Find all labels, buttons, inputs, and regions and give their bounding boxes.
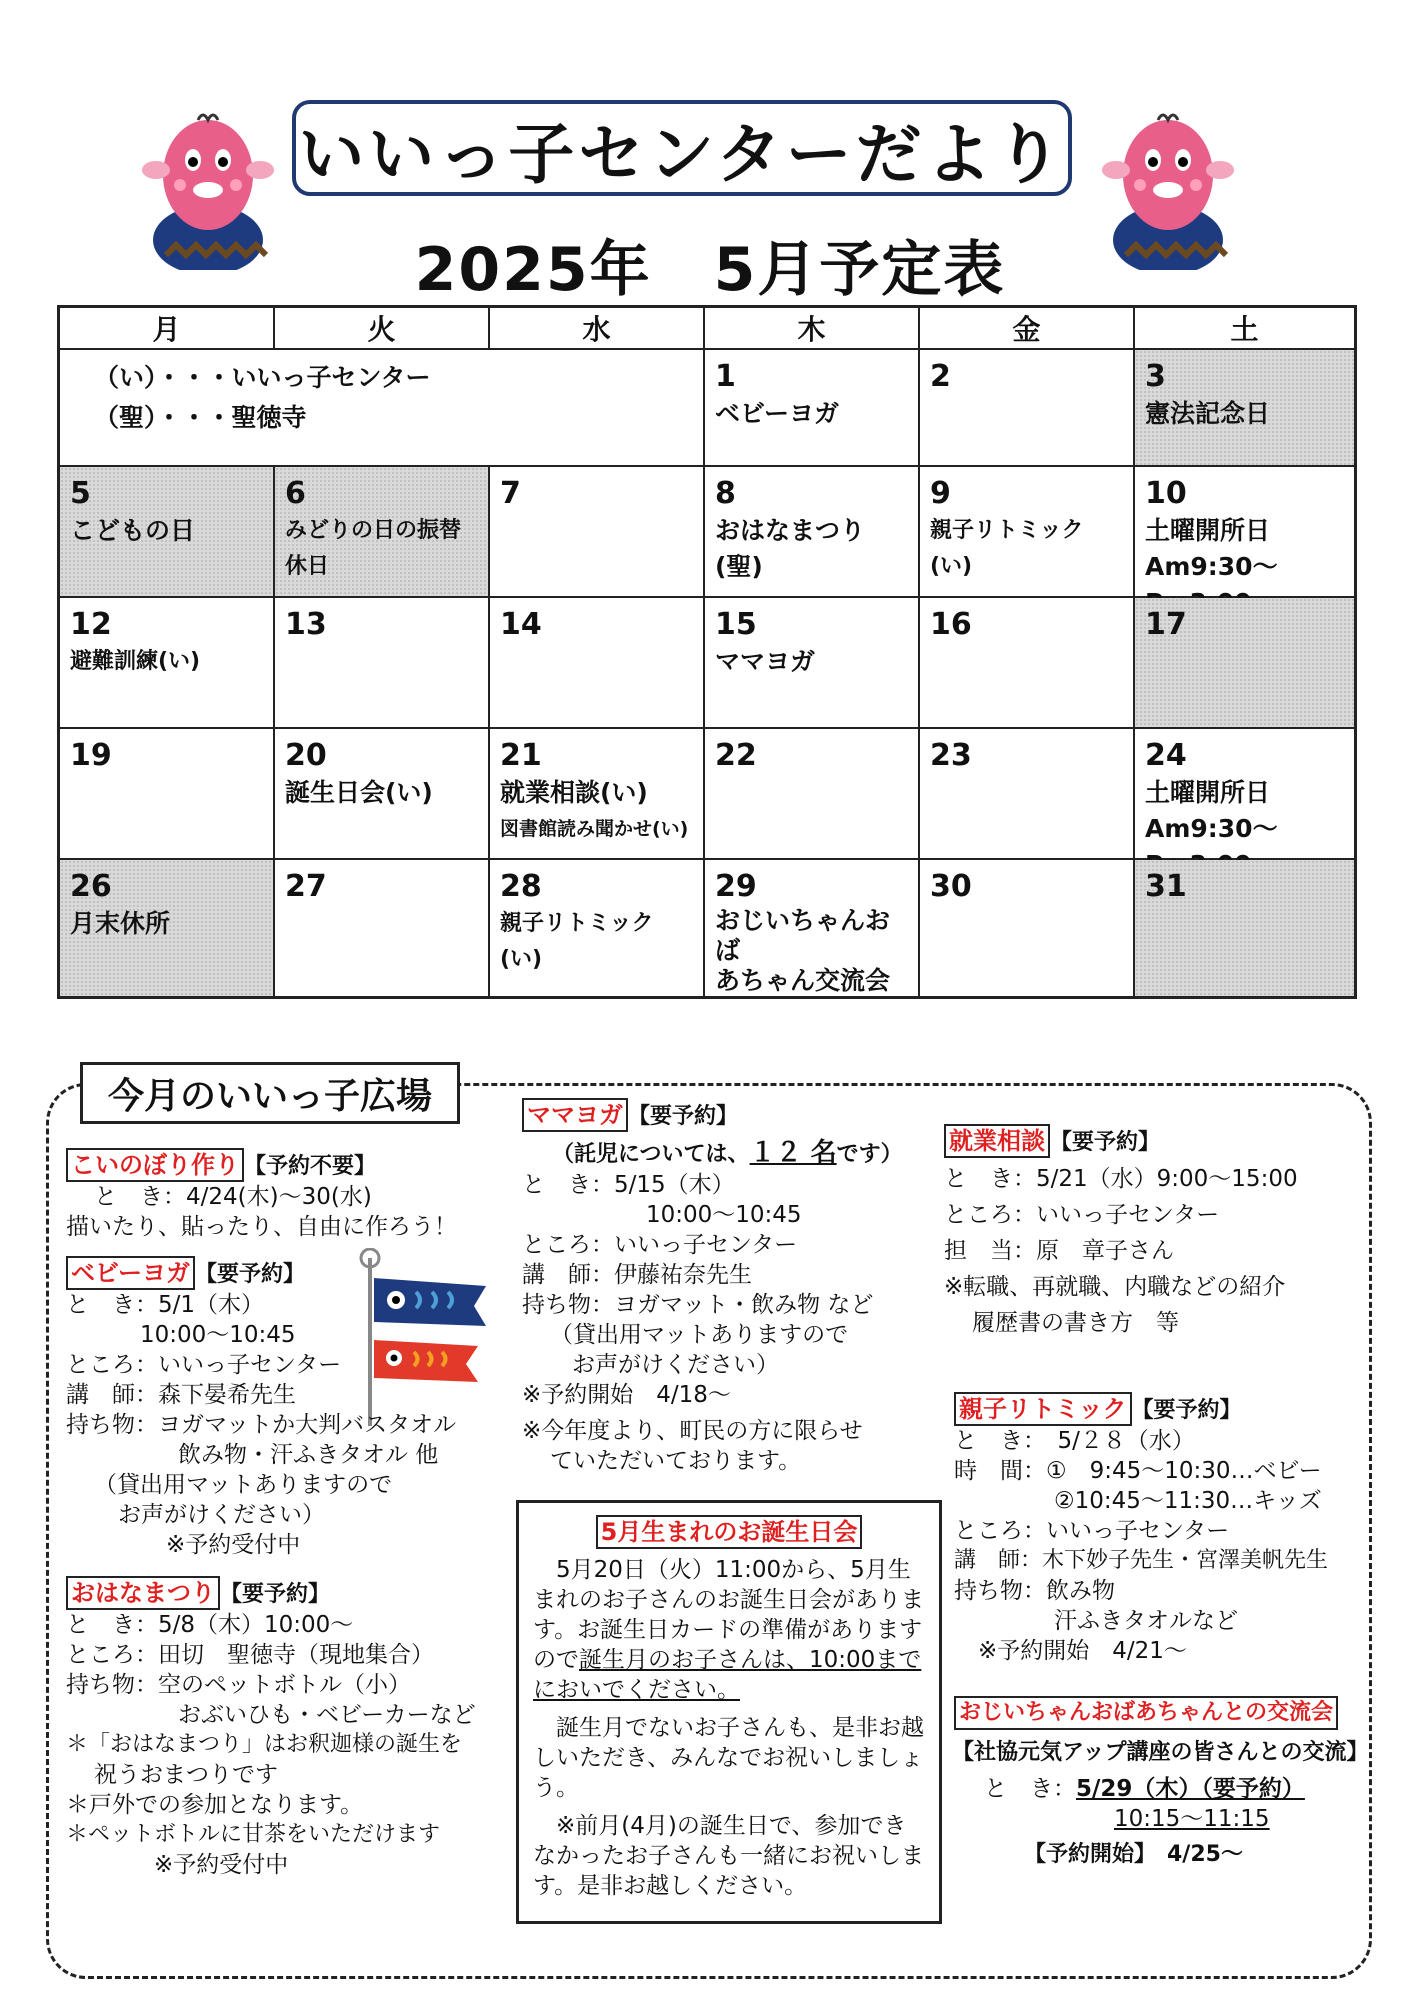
mamayoga-line: 10:00～10:45	[646, 1202, 802, 1228]
koinobori-note: 【予約不要】	[244, 1154, 377, 1179]
babyyoga-line: 10:00～10:45	[140, 1322, 296, 1348]
mamayoga-line: ところ：いいっ子センター	[522, 1232, 798, 1258]
mamayoga-line: ※予約開始 4/18～	[522, 1382, 731, 1408]
day-number: 10	[1145, 476, 1187, 511]
day-cell	[60, 729, 275, 860]
day-cell	[705, 598, 920, 729]
day-cell	[705, 350, 920, 467]
koinobori-line: 描いたり、貼ったり、自由に作ろう！	[66, 1214, 457, 1240]
day-event: 避難訓練(い)	[70, 649, 201, 674]
rhythmic-line: 汗ふきタオルなど	[1054, 1608, 1238, 1634]
calendar-legend	[60, 350, 705, 467]
ohanamatsuri-line: ＊ペットボトルに甘茶をいただけます	[66, 1822, 441, 1847]
ohanamatsuri-line: おぶいひも・ベビーカーなど	[178, 1702, 476, 1728]
shugyo-line: ところ：いいっ子センター	[944, 1202, 1220, 1228]
day-number: 19	[70, 738, 112, 773]
ohanamatsuri-note: 【要予約】	[220, 1582, 331, 1607]
shugyo-tag: 就業相談	[944, 1124, 1050, 1158]
day-number: 26	[70, 869, 112, 904]
day-number: 29	[715, 869, 757, 904]
ohanamatsuri-line: ※予約受付中	[154, 1852, 289, 1878]
birthday-p1-underlined: 誕生月のお子さんは、10:00までにおいでください。	[533, 1647, 922, 1703]
day-cell	[490, 729, 705, 860]
birthday-p3: ※前月(4月)の誕生日で、参加できなかったお子さんも一緒にお祝いします。是非お越しください。	[533, 1813, 924, 1899]
weekday-mon: 月	[60, 308, 275, 350]
day-event: Am9:30～	[1145, 552, 1278, 581]
day-event: 憲法記念日	[1145, 399, 1271, 428]
day-number: 28	[500, 869, 542, 904]
day-number: 12	[70, 607, 112, 642]
day-cell	[920, 598, 1135, 729]
birthday-p1: 5月20日（火）11:00から、5月生まれのお子さんのお誕生日会があります。お誕生日カードの準備がありますので	[533, 1557, 924, 1673]
plaza-title: 今月のいいっ子広場	[80, 1062, 460, 1124]
day-cell	[60, 860, 275, 996]
mamayoga-line: （貸出用マットありますので	[550, 1322, 849, 1348]
day-cell	[1135, 350, 1354, 467]
day-cell	[705, 729, 920, 860]
day-number: 1	[715, 359, 736, 394]
day-number: 9	[930, 476, 951, 511]
day-event: 親子リトミック(い)	[500, 911, 654, 972]
rhythmic-line: ところ：いいっ子センター	[954, 1518, 1230, 1544]
mamayoga-childcare-post: です）	[836, 1142, 903, 1167]
rhythmic-note: 【要予約】	[1131, 1398, 1242, 1423]
babyyoga-line: 持ち物：ヨガマットか大判バスタオル	[66, 1412, 457, 1438]
babyyoga-line: 講 師：森下晏希先生	[66, 1382, 296, 1408]
mascot-left-icon	[138, 105, 278, 270]
calendar-grid	[57, 305, 1357, 999]
ohanamatsuri-line: 持ち物：空のペットボトル（小）	[66, 1672, 411, 1698]
day-event: Am9:30～	[1145, 814, 1278, 843]
weekday-tue: 火	[275, 308, 490, 350]
ohanamatsuri-line: ところ：田切 聖徳寺（現地集合）	[66, 1642, 434, 1668]
day-cell	[275, 467, 490, 598]
weekday-wed: 水	[490, 308, 705, 350]
mamayoga-line: と き：5/15（木）	[522, 1172, 735, 1198]
ohanamatsuri-tag: おはなまつり	[66, 1576, 220, 1610]
plaza-left-column	[66, 1148, 506, 1880]
day-event: みどりの日の振替	[285, 518, 462, 543]
day-number: 7	[500, 476, 521, 511]
day-number: 31	[1145, 869, 1187, 904]
day-number: 3	[1145, 359, 1166, 394]
day-cell	[490, 860, 705, 996]
day-event: おじいちゃんおば	[715, 906, 891, 965]
birthday-box	[516, 1500, 942, 1924]
day-cell	[1135, 598, 1354, 729]
day-cell	[920, 860, 1135, 996]
day-cell	[275, 860, 490, 996]
rhythmic-line: 講 師：木下妙子先生・宮澤美帆先生	[954, 1548, 1329, 1573]
day-cell	[920, 467, 1135, 598]
day-cell	[705, 467, 920, 598]
legend-line: （聖）・・・聖徳寺	[94, 403, 307, 432]
koinobori-line: と き：4/24(木)～30(水)	[94, 1184, 372, 1210]
day-event: ママヨガ	[715, 647, 816, 676]
day-cell	[1135, 467, 1354, 598]
babyyoga-note: 【要予約】	[195, 1262, 306, 1287]
day-number: 5	[70, 476, 91, 511]
day-number: 23	[930, 738, 972, 773]
rhythmic-line: 時 間：① 9:45～10:30…ベビー	[954, 1458, 1322, 1484]
day-event: 誕生日会(い)	[285, 778, 433, 807]
day-cell	[275, 729, 490, 860]
day-number: 14	[500, 607, 542, 642]
shugyo-line: 担 当：原 章子さん	[944, 1238, 1174, 1264]
ohanamatsuri-line: 祝うおまつりです	[94, 1762, 278, 1788]
mamayoga-childcare-num: １２ 名	[749, 1138, 837, 1168]
day-number: 13	[285, 607, 327, 642]
koryu-start: 【予約開始】 4/25～	[1024, 1842, 1243, 1867]
day-number: 22	[715, 738, 757, 773]
day-event: おはなまつり(聖)	[715, 516, 866, 581]
title-box	[292, 100, 1072, 196]
mamayoga-tag: ママヨガ	[522, 1098, 628, 1132]
koryu-time: 10:15～11:15	[1114, 1806, 1270, 1832]
mamayoga-childcare-pre: （託児については、	[552, 1142, 750, 1167]
day-cell	[705, 860, 920, 996]
page-subtitle: 2025年 5月予定表	[414, 235, 1006, 305]
day-event: ベビーヨガ	[715, 399, 840, 428]
day-number: 27	[285, 869, 327, 904]
koryu-date: 5/29（木）（要予約）	[1076, 1776, 1305, 1802]
shugyo-line: と き：5/21（水）9:00～15:00	[944, 1166, 1298, 1192]
birthday-tag: 5月生まれのお誕生日会	[596, 1515, 863, 1549]
day-event: あちゃん交流会	[715, 966, 891, 995]
legend-line: （い）・・・いいっ子センター	[94, 363, 431, 392]
day-event: 図書館読み聞かせ(い)	[500, 818, 689, 840]
day-event: 就業相談(い)	[500, 778, 648, 807]
day-event: 土曜開所日	[1145, 778, 1271, 807]
koryu-date-label: と き：	[984, 1776, 1076, 1802]
babyyoga-line: （貸出用マットありますので	[94, 1472, 393, 1498]
mamayoga-line: お声がけください）	[572, 1352, 779, 1378]
weekday-thu: 木	[705, 308, 920, 350]
day-number: 8	[715, 476, 736, 511]
day-cell	[275, 598, 490, 729]
day-event: 月末休所	[70, 909, 171, 938]
day-number: 24	[1145, 738, 1187, 773]
day-cell	[490, 467, 705, 598]
ohanamatsuri-line: ＊「おはなまつり」はお釈迦様の誕生を	[66, 1732, 463, 1757]
day-cell	[1135, 860, 1354, 996]
plaza-middle-column	[522, 1098, 942, 1476]
rhythmic-tag: 親子リトミック	[954, 1392, 1132, 1426]
rhythmic-line: ※予約開始 4/21～	[978, 1638, 1187, 1664]
babyyoga-line: ※予約受付中	[166, 1532, 301, 1558]
koryu-tag: おじいちゃんおばあちゃんとの交流会	[954, 1696, 1338, 1730]
day-number: 20	[285, 738, 327, 773]
day-event: 土曜開所日	[1145, 516, 1271, 545]
day-cell	[490, 598, 705, 729]
day-cell	[920, 350, 1135, 467]
babyyoga-line: お声がけください）	[118, 1502, 325, 1528]
page-title: いいっ子センターだより	[298, 115, 1066, 193]
day-cell	[60, 598, 275, 729]
day-number: 2	[930, 359, 951, 394]
birthday-p2: 誕生月でないお子さんも、是非お越しいただき、みんなでお祝いしましょう。	[533, 1715, 924, 1801]
day-number: 15	[715, 607, 757, 642]
mamayoga-line: 持ち物：ヨガマット・飲み物 など	[522, 1292, 874, 1318]
day-number: 16	[930, 607, 972, 642]
rhythmic-line: と き： 5/２８（水）	[954, 1428, 1195, 1454]
babyyoga-line: 飲み物・汗ふきタオル 他	[178, 1442, 439, 1468]
babyyoga-line: と き：5/1（木）	[66, 1292, 265, 1318]
day-number: 17	[1145, 607, 1187, 642]
weekday-fri: 金	[920, 308, 1135, 350]
rhythmic-line: 持ち物：飲み物	[954, 1578, 1115, 1604]
weekday-sat: 土	[1135, 308, 1354, 350]
mamayoga-note: 【要予約】	[628, 1104, 739, 1129]
shugyo-note: 【要予約】	[1050, 1130, 1161, 1155]
day-number: 21	[500, 738, 542, 773]
rhythmic-line: ②10:45～11:30…キッズ	[1054, 1488, 1322, 1514]
babyyoga-tag: ベビーヨガ	[66, 1256, 195, 1290]
day-event: 休日	[285, 554, 330, 579]
day-event: こどもの日	[70, 516, 196, 545]
shugyo-line: ※転職、再就職、内職などの紹介	[944, 1274, 1286, 1300]
day-cell	[60, 467, 275, 598]
day-number: 6	[285, 476, 306, 511]
koryu-sub: 【社協元気アップ講座の皆さんとの交流】	[952, 1740, 1369, 1765]
koinobori-tag: こいのぼり作り	[66, 1148, 244, 1182]
mamayoga-line: ※今年度より、町民の方に限らせ	[522, 1418, 863, 1444]
day-event: 親子リトミック(い)	[930, 518, 1084, 579]
day-cell	[1135, 729, 1354, 860]
mamayoga-line: 講 師：伊藤祐奈先生	[522, 1262, 752, 1288]
plaza-right-column	[944, 1124, 1369, 1870]
day-number: 30	[930, 869, 972, 904]
mamayoga-line: ていただいております。	[550, 1448, 802, 1474]
day-cell	[920, 729, 1135, 860]
babyyoga-line: ところ：いいっ子センター	[66, 1352, 342, 1378]
shugyo-line: 履歴書の書き方 等	[972, 1310, 1179, 1336]
ohanamatsuri-line: ＊戸外での参加となります。	[66, 1792, 364, 1818]
ohanamatsuri-line: と き：5/8（木）10:00～	[66, 1612, 354, 1638]
